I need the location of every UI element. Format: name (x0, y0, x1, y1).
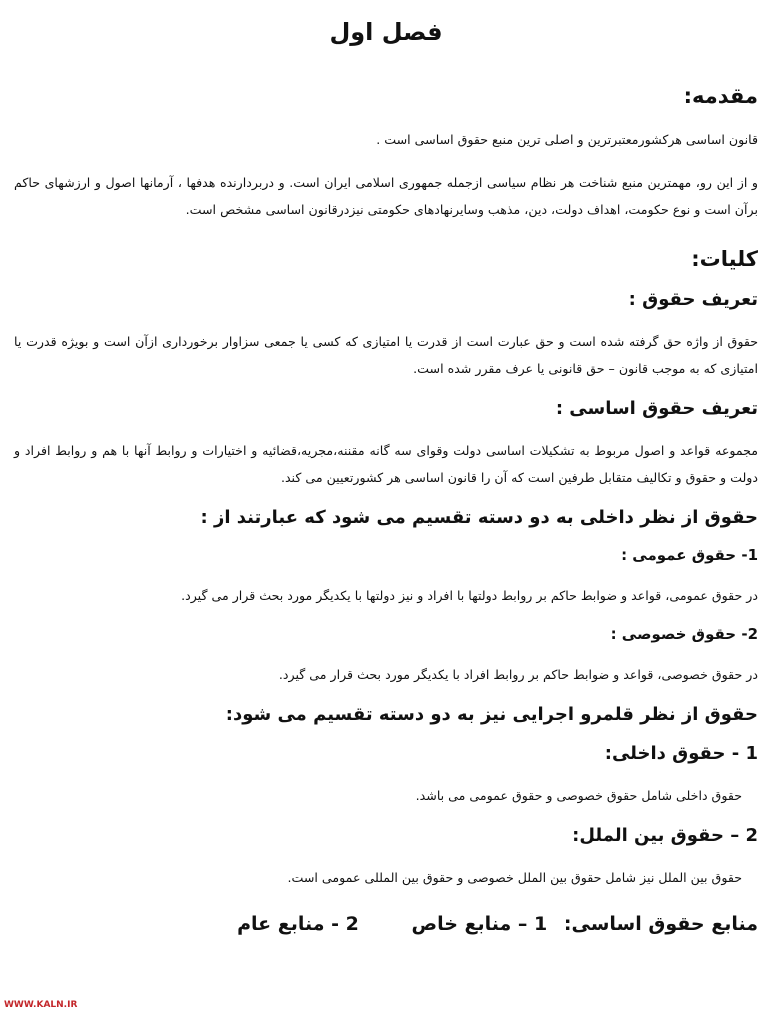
definition-rights-text: حقوق از واژه حق گرفته شده است و حق عبارت است از قدرت یا امتیازی که کسی یا جمعی سزاوار برخورداری ازآن است و بویژه قدرت یا امتیازی که به موجب قانون – حق قانونی یا عرف مقرر شده است. (14, 334, 758, 376)
international-law-text: حقوق بین الملل نیز شامل حقوق بین الملل خصوصی و حقوق بین المللی عمومی است. (287, 870, 742, 885)
public-law-text: در حقوق عمومی، قواعد و ضوابط حاکم بر روابط دولتها با افراد و نیز دولتها با یکدیگر مورد بحث قرار می گیرد. (181, 588, 758, 603)
sources-label: منابع حقوق اساسی: (563, 913, 758, 935)
definition-constitutional-law-heading: تعریف حقوق اساسی : (555, 398, 758, 419)
private-law-text: در حقوق خصوصی، قواعد و ضوابط حاکم بر روابط افراد با یکدیگر مورد بحث قرار می گیرد. (278, 667, 758, 682)
public-law-heading: 1- حقوق عمومی : (621, 546, 758, 564)
sources-item-specific: 1 – منابع خاص (411, 913, 548, 935)
international-law-heading: 2 – حقوق بین الملل: (572, 825, 758, 846)
domestic-law-heading: 1 - حقوق داخلی: (604, 743, 758, 764)
site-watermark: WWW.KALN.IR (4, 1000, 78, 1010)
domestic-law-text: حقوق داخلی شامل حقوق خصوصی و حقوق عمومی می باشد. (415, 788, 742, 803)
intro-paragraph-2: و از این رو، مهمترین منبع شناخت هر نظام سیاسی ازجمله جمهوری اسلامی ایران است. و دربردارنده هدفها ، آرمانها اصول و ارزشهای حاکم برآن است و نوع حکومت، اهداف دولت، دین، مذهب وسایرنهادهای حکومتی نیزدرقانون اساسی مشخص است. (14, 175, 758, 217)
territorial-division-heading: حقوق از نظر قلمرو اجرایی نیز به دو دسته تقسیم می شود: (225, 704, 758, 725)
sources-item-general: 2 - منابع عام (237, 913, 359, 935)
definition-rights-heading: تعریف حقوق : (628, 289, 758, 310)
constitutional-sources-line (14, 913, 758, 935)
generalities-heading: کلیات: (691, 247, 758, 271)
definition-constitutional-law-text: مجموعه قواعد و اصول مربوط به تشکیلات اساسی دولت وقوای سه گانه مقننه،مجریه،قضائیه و اختیارات و روابط آنها با هم و روابط افراد و دولت و حقوق و تکالیف متقابل طرفین است که آن را قانون اساسی هر کشورتعیین می کند. (14, 443, 758, 485)
private-law-heading: 2- حقوق خصوصی : (610, 625, 758, 643)
internal-division-heading: حقوق از نظر داخلی به دو دسته تقسیم می شود که عبارتند از : (200, 507, 758, 528)
intro-heading: مقدمه: (683, 84, 758, 108)
intro-paragraph-1: قانون اساسی هرکشورمعتبرترین و اصلی ترین منبع حقوق اساسی است . (376, 132, 758, 147)
chapter-title: فصل اول (329, 18, 443, 46)
